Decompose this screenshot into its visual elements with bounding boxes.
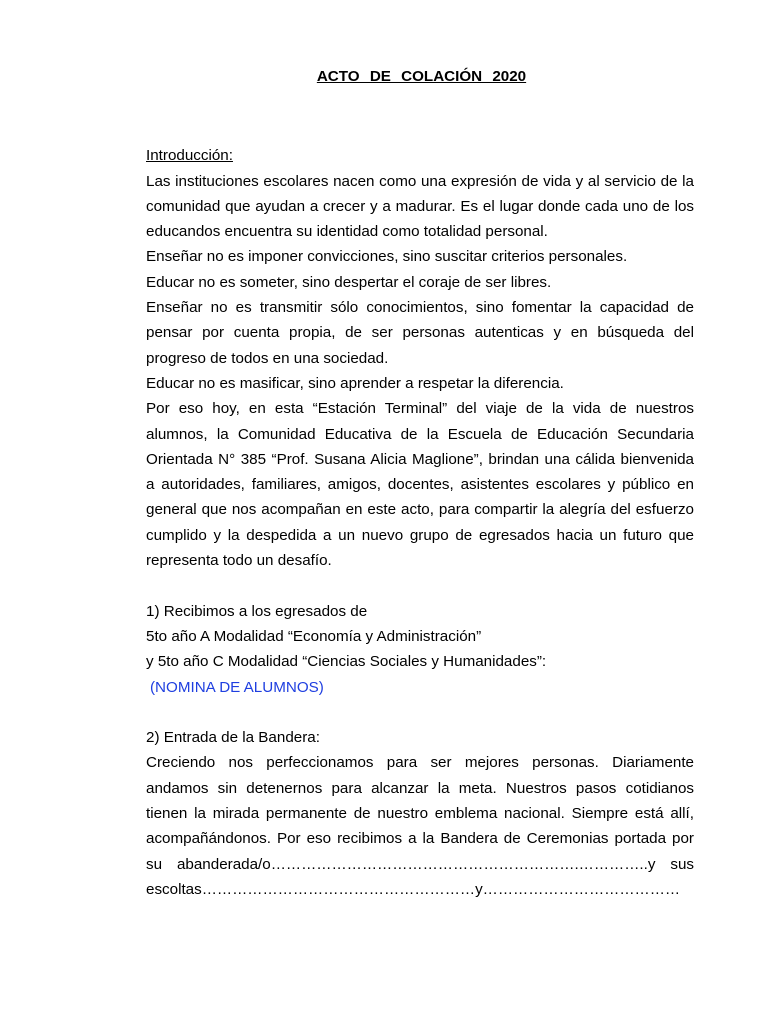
section1-line-2: 5to año A Modalidad “Economía y Administración” [146,627,482,645]
section2-body: Creciendo nos perfeccionamos para ser mejores personas. Diariamente andamos sin detenernos para alcanzar la meta. Nuestros pasos cotidianos tienen la mirada permanente de nuestro emblema nacional. Siempre está allí, acompañándonos. Por eso recibimos a la Bandera de Ceremonias portada por su abanderada/o…………………………………………………….…………..y sus escoltas………………………………………………y………………………………… [146,754,694,898]
document-page [146,60,694,902]
intro-paragraph-4: Enseñar no es transmitir sólo conocimientos, sino fomentar la capacidad de pensar por cuenta propia, de ser personas autenticas y en búsqueda del progreso de todos en una sociedad. [146,299,694,367]
intro-paragraph-1: Las instituciones escolares nacen como una expresión de vida y al servicio de la comunidad que ayudan a crecer y a madurar. Es el lugar donde cada uno de los educandos encuentra su identidad como totalidad personal. [146,172,694,241]
spacer [146,700,694,725]
intro-paragraph-3: Educar no es someter, sino despertar el coraje de ser libres. [146,273,552,291]
intro-paragraph-5: Educar no es masificar, sino aprender a respetar la diferencia. [146,374,564,392]
nomina-alumnos: (NOMINA DE ALUMNOS) [150,678,324,696]
section1-line-3: y 5to año C Modalidad “Ciencias Sociales y Humanidades”: [146,653,547,671]
intro-paragraph-2: Enseñar no es imponer convicciones, sino suscitar criterios personales. [146,248,628,266]
intro-paragraph-6: Por eso hoy, en esta “Estación Terminal” del viaje de la vida de nuestros alumnos, la Comunidad Educativa de la Escuela de Educación Secundaria Orientada N° 385 “Prof. Susana Alicia Maglione”, brindan una cálida bienvenida a autoridades, familiares, amigos, docentes, asistentes escolares y público en general que nos acompañan en este acto, para compartir la alegría del esfuerzo cumplido y la despedida a un nuevo grupo de egresados hacia un futuro que representa todo un desafío. [146,400,694,570]
spacer [146,573,694,598]
section1-line-1: 1) Recibimos a los egresados de [146,602,368,620]
document-title: ACTO DE COLACIÓN 2020 [316,68,527,85]
section2-heading: 2) Entrada de la Bandera: [146,729,320,747]
intro-heading: Introducción: [146,147,233,165]
